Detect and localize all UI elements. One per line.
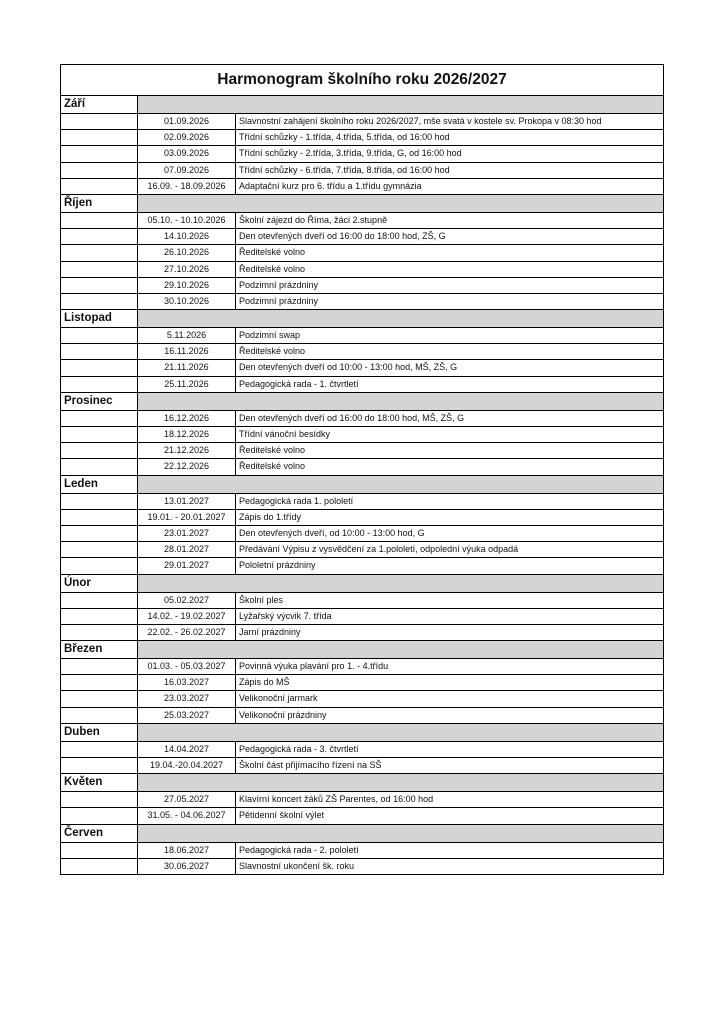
event-row — [61, 245, 663, 261]
event-row — [61, 792, 663, 808]
month-header-row — [61, 310, 663, 328]
blank-cell — [61, 808, 137, 823]
event-date: 28.01.2027 — [137, 542, 236, 557]
blank-cell — [61, 625, 137, 640]
event-date: 13.01.2027 — [137, 494, 236, 509]
blank-cell — [61, 146, 137, 161]
month-name: Leden — [61, 476, 137, 493]
event-description: Školní zájezd do Říma, žáci 2.stupně — [239, 214, 388, 225]
event-date: 14.04.2027 — [137, 742, 236, 757]
blank-cell — [61, 526, 137, 541]
event-row — [61, 411, 663, 427]
event-description: Třídní schůzky - 1.třída, 4.třída, 5.třída, od 16:00 hod — [239, 132, 450, 143]
event-row — [61, 758, 663, 774]
event-date: 22.12.2026 — [137, 459, 236, 474]
blank-cell — [61, 130, 137, 145]
event-row — [61, 278, 663, 294]
month-header-fill — [137, 774, 663, 791]
event-row — [61, 114, 663, 130]
event-description: Klavírní koncert žáků ZŠ Parentes, od 16:00 hod — [239, 794, 434, 805]
event-date: 21.12.2026 — [137, 443, 236, 458]
event-description: Ředitelské volno — [239, 445, 306, 456]
event-date: 16.03.2027 — [137, 675, 236, 690]
blank-cell — [61, 758, 137, 773]
event-date: 01.03. - 05.03.2027 — [137, 659, 236, 674]
event-date: 22.02. - 26.02.2027 — [137, 625, 236, 640]
event-row — [61, 609, 663, 625]
month-header-fill — [137, 310, 663, 327]
month-name: Říjen — [61, 195, 137, 212]
event-row — [61, 427, 663, 443]
month-name: Listopad — [61, 310, 137, 327]
event-description: Školní ples — [239, 594, 284, 605]
blank-cell — [61, 427, 137, 442]
event-row — [61, 377, 663, 393]
event-row — [61, 494, 663, 510]
blank-cell — [61, 443, 137, 458]
event-date: 05.02.2027 — [137, 593, 236, 608]
blank-cell — [61, 542, 137, 557]
event-description: Ředitelské volno — [239, 263, 306, 274]
blank-cell — [61, 344, 137, 359]
event-date: 5.11.2026 — [137, 328, 236, 343]
event-description: Ředitelské volno — [239, 346, 306, 357]
blank-cell — [61, 859, 137, 874]
event-row — [61, 675, 663, 691]
blank-cell — [61, 360, 137, 375]
month-header-fill — [137, 96, 663, 113]
event-date: 19.01. - 20.01.2027 — [137, 510, 236, 525]
event-description: Pedagogická rada - 3. čtvrtletí — [239, 743, 359, 754]
month-name: Duben — [61, 724, 137, 741]
blank-cell — [61, 229, 137, 244]
event-row — [61, 360, 663, 376]
blank-cell — [61, 843, 137, 858]
event-description: Školní část přijímacího řízení na SŠ — [239, 760, 382, 770]
month-header-row — [61, 476, 663, 494]
event-date: 19.04.-20.04.2027 — [137, 758, 236, 773]
event-row — [61, 843, 663, 859]
blank-cell — [61, 328, 137, 343]
event-row — [61, 344, 663, 360]
event-description: Třídní schůzky - 6.třída, 7.třída, 8.třída, od 16:00 hod — [239, 164, 450, 175]
event-row — [61, 510, 663, 526]
blank-cell — [61, 114, 137, 129]
month-header-fill — [137, 724, 663, 741]
month-header-fill — [137, 476, 663, 493]
event-description: Pedagogická rada - 1. čtvrtletí — [239, 378, 359, 389]
event-date: 16.12.2026 — [137, 411, 236, 426]
event-description: Podzimní swap — [239, 330, 301, 341]
event-date: 25.11.2026 — [137, 377, 236, 392]
event-date: 16.11.2026 — [137, 344, 236, 359]
event-date: 29.01.2027 — [137, 558, 236, 573]
schedule-rows — [61, 96, 663, 874]
event-row — [61, 146, 663, 162]
event-row — [61, 659, 663, 675]
blank-cell — [61, 659, 137, 674]
event-date: 30.10.2026 — [137, 294, 236, 309]
event-row — [61, 742, 663, 758]
event-date: 27.05.2027 — [137, 792, 236, 807]
event-description: Zápis do MŠ — [239, 677, 290, 688]
event-date: 02.09.2026 — [137, 130, 236, 145]
month-name: Červen — [61, 825, 137, 842]
event-date: 01.09.2026 — [137, 114, 236, 129]
event-row — [61, 691, 663, 707]
event-date: 03.09.2026 — [137, 146, 236, 161]
event-date: 18.12.2026 — [137, 427, 236, 442]
event-description: Podzimní prázdniny — [239, 295, 319, 306]
month-header-row — [61, 825, 663, 843]
blank-cell — [61, 163, 137, 178]
event-description: Pololetní prázdniny — [239, 560, 316, 571]
event-row — [61, 262, 663, 278]
blank-cell — [61, 459, 137, 474]
blank-cell — [61, 708, 137, 723]
event-row — [61, 328, 663, 344]
event-date: 26.10.2026 — [137, 245, 236, 260]
month-header-row — [61, 774, 663, 792]
event-description: Třídní vánoční besídky — [239, 429, 331, 439]
event-row — [61, 526, 663, 542]
event-date: 25.03.2027 — [137, 708, 236, 723]
month-header-fill — [137, 641, 663, 658]
blank-cell — [61, 294, 137, 309]
event-date: 27.10.2026 — [137, 262, 236, 277]
blank-cell — [61, 278, 137, 293]
event-date: 07.09.2026 — [137, 163, 236, 178]
event-row — [61, 542, 663, 558]
event-description: Povinná výuka plavání pro 1. - 4.třídu — [239, 661, 389, 672]
blank-cell — [61, 377, 137, 392]
month-header-row — [61, 96, 663, 114]
event-date: 14.10.2026 — [137, 229, 236, 244]
event-description: Ředitelské volno — [239, 461, 306, 472]
event-description: Předávání Výpisu z vysvědčení za 1.pololetí, odpolední výuka odpadá — [239, 544, 519, 555]
event-row — [61, 593, 663, 609]
month-header-fill — [137, 575, 663, 592]
month-header-row — [61, 195, 663, 213]
month-header-fill — [137, 195, 663, 212]
event-row — [61, 163, 663, 179]
event-row — [61, 130, 663, 146]
blank-cell — [61, 558, 137, 573]
document-title: Harmonogram školního roku 2026/2027 — [61, 65, 663, 96]
event-row — [61, 625, 663, 641]
event-row — [61, 213, 663, 229]
event-description: Den otevřených dveří, od 10:00 - 13:00 hod, G — [239, 527, 425, 538]
blank-cell — [61, 593, 137, 608]
month-name: Září — [61, 96, 137, 113]
event-description: Adaptační kurz pro 6. třídu a 1.třídu gymnázia — [239, 180, 422, 191]
event-description: Pětidenní školní výlet — [239, 810, 325, 821]
event-description: Pedagogická rada 1. pololetí — [239, 495, 354, 506]
blank-cell — [61, 691, 137, 706]
month-header-fill — [137, 393, 663, 410]
month-name: Březen — [61, 641, 137, 658]
event-row — [61, 294, 663, 310]
event-description: Jarní prázdniny — [239, 626, 301, 637]
blank-cell — [61, 675, 137, 690]
event-description: Lyžařský výcvik 7. třída — [239, 610, 332, 621]
event-row — [61, 229, 663, 245]
blank-cell — [61, 609, 137, 624]
event-description: Den otevřených dveří od 16:00 do 18:00 hod, ZŠ, G — [239, 231, 446, 242]
event-date: 05.10. - 10.10.2026 — [137, 213, 236, 228]
event-date: 29.10.2026 — [137, 278, 236, 293]
event-description: Velikonoční prázdniny — [239, 709, 327, 720]
month-header-row — [61, 724, 663, 742]
event-description: Den otevřených dveří od 16:00 do 18:00 hod, MŠ, ZŠ, G — [239, 412, 465, 423]
month-header-fill — [137, 825, 663, 842]
event-description: Ředitelské volno — [239, 247, 306, 258]
event-date: 31.05. - 04.06.2027 — [137, 808, 236, 823]
event-row — [61, 443, 663, 459]
event-row — [61, 808, 663, 824]
schedule-table — [60, 64, 664, 875]
event-date: 16.09. - 18.09.2026 — [137, 179, 236, 194]
event-date: 23.03.2027 — [137, 691, 236, 706]
event-row — [61, 459, 663, 475]
event-row — [61, 859, 663, 874]
blank-cell — [61, 262, 137, 277]
event-description: Velikonoční jarmark — [239, 693, 318, 704]
month-header-row — [61, 641, 663, 659]
blank-cell — [61, 213, 137, 228]
blank-cell — [61, 792, 137, 807]
event-date: 18.06.2027 — [137, 843, 236, 858]
event-date: 14.02. - 19.02.2027 — [137, 609, 236, 624]
event-date: 21.11.2026 — [137, 360, 236, 375]
month-header-row — [61, 393, 663, 411]
month-name: Květen — [61, 774, 137, 791]
event-date: 23.01.2027 — [137, 526, 236, 541]
blank-cell — [61, 742, 137, 757]
event-description: Pedagogická rada - 2. pololetí — [239, 844, 359, 855]
month-name: Prosinec — [61, 393, 137, 410]
event-description: Slavnostní zahájení školního roku 2026/2027, mše svatá v kostele sv. Prokopa v 08:30 hod — [239, 116, 602, 126]
event-row — [61, 179, 663, 195]
event-row — [61, 558, 663, 574]
blank-cell — [61, 411, 137, 426]
blank-cell — [61, 179, 137, 194]
event-row — [61, 708, 663, 724]
event-description: Den otevřených dveří od 10:00 - 13:00 hod, MŠ, ZŠ, G — [239, 362, 458, 373]
event-description: Podzimní prázdniny — [239, 279, 319, 290]
month-header-row — [61, 575, 663, 593]
blank-cell — [61, 494, 137, 509]
event-description: Třídní schůzky - 2.třída, 3.třída, 9.třída, G, od 16:00 hod — [239, 148, 462, 159]
event-description: Slavnostní ukončení šk. roku — [239, 860, 355, 871]
blank-cell — [61, 510, 137, 525]
blank-cell — [61, 245, 137, 260]
month-name: Únor — [61, 575, 137, 592]
event-date: 30.06.2027 — [137, 859, 236, 874]
event-description: Zápis do 1.třídy — [239, 511, 302, 522]
